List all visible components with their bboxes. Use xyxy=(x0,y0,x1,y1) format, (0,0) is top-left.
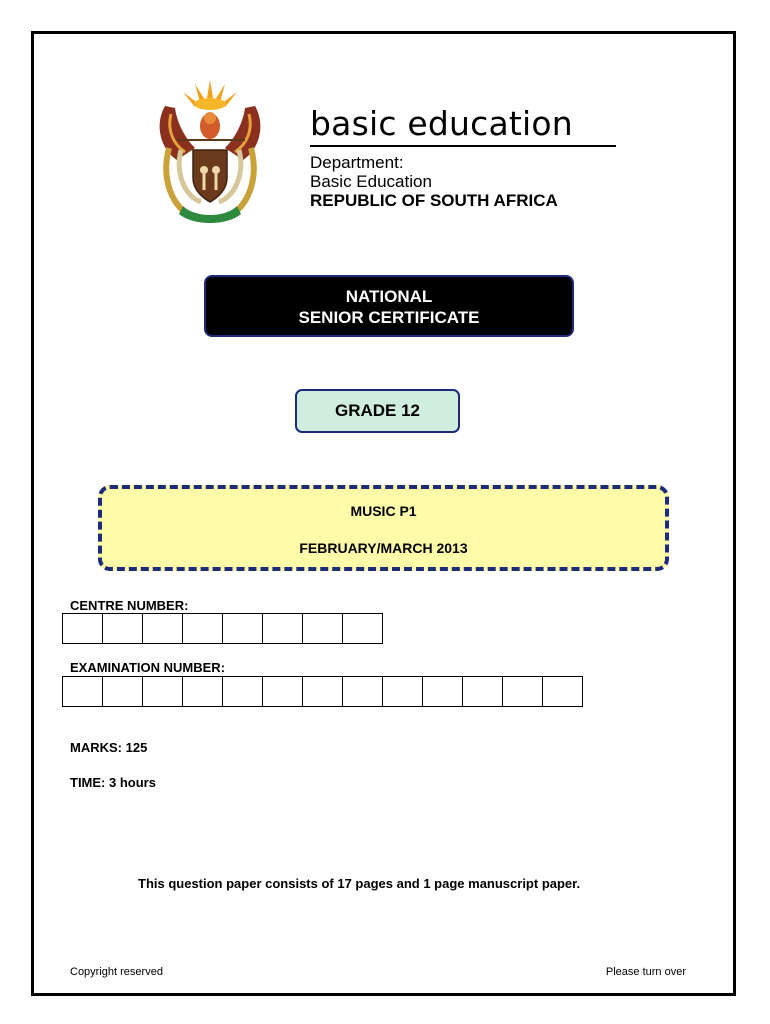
examination-number-digit-box[interactable] xyxy=(342,676,383,707)
brand-block xyxy=(310,105,616,211)
brand-rule xyxy=(310,145,616,147)
grade-badge: GRADE 12 xyxy=(295,389,460,433)
time-text: TIME: 3 hours xyxy=(70,775,156,790)
examination-number-label: EXAMINATION NUMBER: xyxy=(70,660,226,675)
centre-number-digit-box[interactable] xyxy=(142,613,183,644)
examination-number-digit-box[interactable] xyxy=(462,676,503,707)
examination-number-digit-box[interactable] xyxy=(542,676,583,707)
turn-over-footer: Please turn over xyxy=(605,966,686,978)
examination-number-digit-box[interactable] xyxy=(262,676,303,707)
country-name: REPUBLIC OF SOUTH AFRICA xyxy=(310,191,558,210)
marks-text: MARKS: 125 xyxy=(70,740,148,755)
certificate-line-1: NATIONAL xyxy=(345,287,433,306)
centre-number-digit-box[interactable] xyxy=(262,613,303,644)
examination-number-digit-box[interactable] xyxy=(382,676,423,707)
examination-number-digit-box[interactable] xyxy=(182,676,223,707)
examination-number-digit-box[interactable] xyxy=(502,676,543,707)
coat-of-arms-icon xyxy=(155,78,265,228)
subject-name: MUSIC P1 xyxy=(350,503,417,519)
examination-number-digit-box[interactable] xyxy=(422,676,463,707)
department-line-2: Basic Education xyxy=(310,172,432,191)
exam-session: FEBRUARY/MARCH 2013 xyxy=(299,540,468,556)
brand-title: basic education xyxy=(310,104,573,143)
examination-number-digit-box[interactable] xyxy=(62,676,103,707)
certificate-banner xyxy=(204,275,574,337)
subject-panel xyxy=(98,485,669,571)
centre-number-digit-box[interactable] xyxy=(342,613,383,644)
examination-number-digit-box[interactable] xyxy=(102,676,143,707)
copyright-footer: Copyright reserved xyxy=(70,966,163,978)
centre-number-digit-box[interactable] xyxy=(62,613,103,644)
examination-number-boxes[interactable] xyxy=(62,676,583,707)
examination-number-digit-box[interactable] xyxy=(302,676,343,707)
examination-number-digit-box[interactable] xyxy=(142,676,183,707)
centre-number-digit-box[interactable] xyxy=(302,613,343,644)
pages-note: This question paper consists of 17 pages and 1 page manuscript paper. xyxy=(138,876,581,891)
centre-number-digit-box[interactable] xyxy=(102,613,143,644)
centre-number-boxes[interactable] xyxy=(62,613,383,644)
centre-number-digit-box[interactable] xyxy=(182,613,223,644)
certificate-line-2: SENIOR CERTIFICATE xyxy=(298,308,480,327)
centre-number-digit-box[interactable] xyxy=(222,613,263,644)
department-line-1: Department: xyxy=(310,153,404,172)
examination-number-digit-box[interactable] xyxy=(222,676,263,707)
centre-number-label: CENTRE NUMBER: xyxy=(70,598,189,613)
